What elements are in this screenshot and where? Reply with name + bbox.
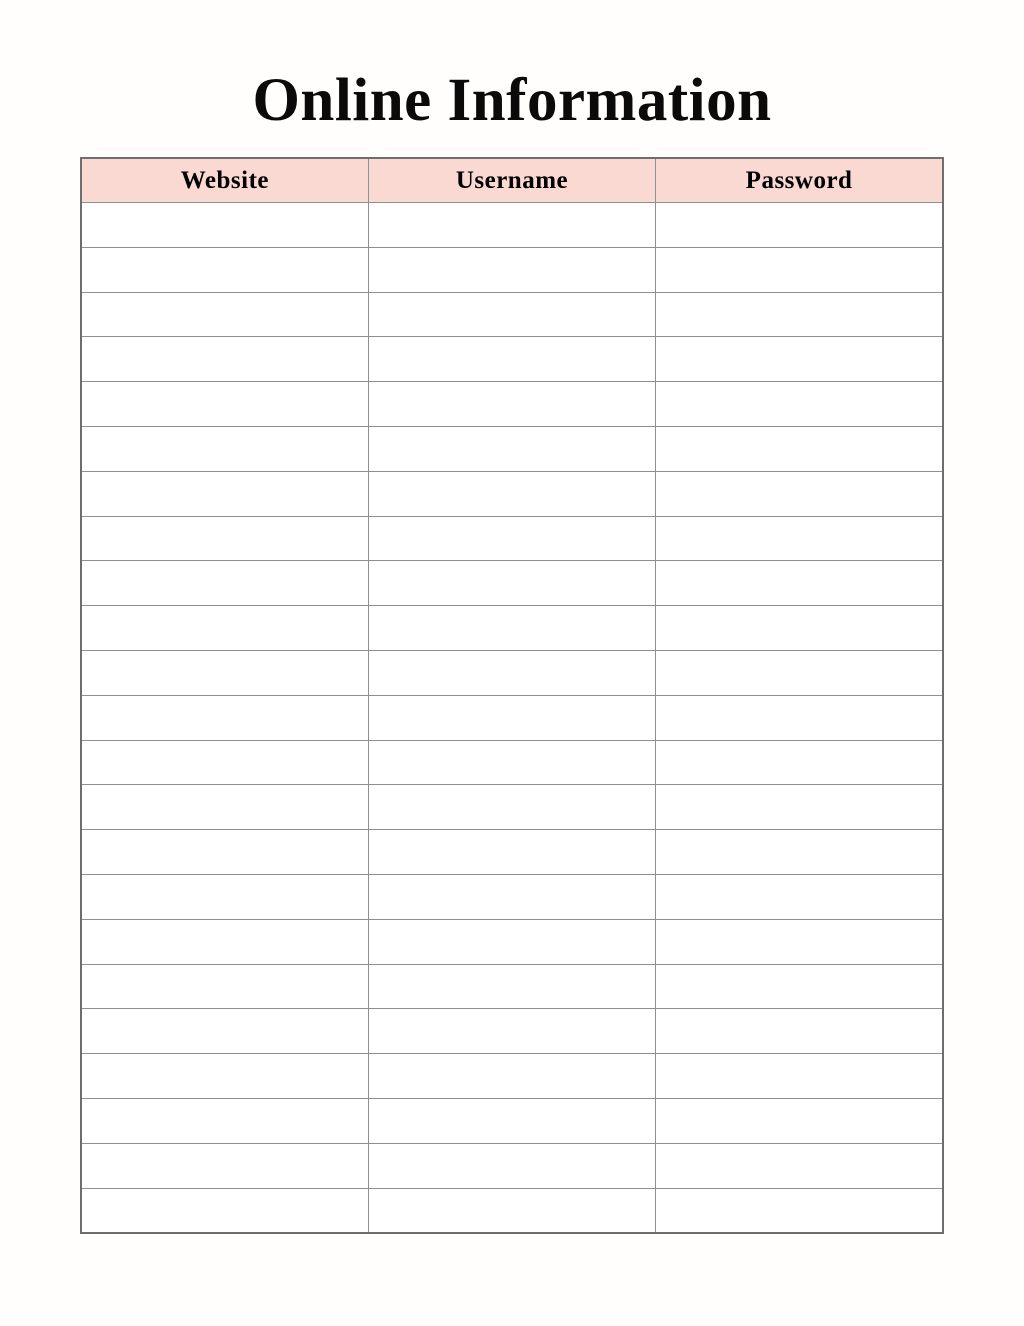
column-header-username: Username bbox=[368, 158, 655, 203]
table-cell bbox=[656, 964, 943, 1009]
table-cell bbox=[368, 426, 655, 471]
table-cell bbox=[368, 1054, 655, 1099]
table-cell bbox=[368, 292, 655, 337]
table-cell bbox=[368, 964, 655, 1009]
table-cell bbox=[81, 426, 368, 471]
table-cell bbox=[81, 964, 368, 1009]
table-cell bbox=[656, 695, 943, 740]
table-cell bbox=[81, 874, 368, 919]
table-cell bbox=[368, 695, 655, 740]
table-header-row bbox=[81, 158, 943, 203]
table-row bbox=[81, 919, 943, 964]
table-row bbox=[81, 516, 943, 561]
table-row bbox=[81, 1054, 943, 1099]
table-row bbox=[81, 1143, 943, 1188]
table-cell bbox=[368, 1143, 655, 1188]
table-cell bbox=[81, 785, 368, 830]
table-cell bbox=[656, 1188, 943, 1233]
table-cell bbox=[656, 1098, 943, 1143]
table-cell bbox=[656, 203, 943, 248]
table-row bbox=[81, 695, 943, 740]
table-cell bbox=[656, 785, 943, 830]
table-cell bbox=[656, 516, 943, 561]
table-cell bbox=[368, 606, 655, 651]
table-cell bbox=[368, 247, 655, 292]
table-cell bbox=[81, 382, 368, 427]
table-cell bbox=[656, 471, 943, 516]
table-cell bbox=[81, 606, 368, 651]
table-cell bbox=[368, 1188, 655, 1233]
table-cell bbox=[656, 1054, 943, 1099]
column-header-website: Website bbox=[81, 158, 368, 203]
table-cell bbox=[656, 292, 943, 337]
table-row bbox=[81, 247, 943, 292]
table-row bbox=[81, 785, 943, 830]
table-row bbox=[81, 606, 943, 651]
table-cell bbox=[368, 516, 655, 561]
table-cell bbox=[368, 337, 655, 382]
table-cell bbox=[81, 247, 368, 292]
table-row bbox=[81, 561, 943, 606]
table-cell bbox=[81, 1143, 368, 1188]
table-row bbox=[81, 292, 943, 337]
online-information-table bbox=[80, 157, 944, 1234]
table-cell bbox=[368, 471, 655, 516]
table-cell bbox=[656, 426, 943, 471]
table-cell bbox=[656, 1009, 943, 1054]
table-cell bbox=[656, 606, 943, 651]
table-row bbox=[81, 1188, 943, 1233]
table-cell bbox=[81, 650, 368, 695]
table-cell bbox=[656, 650, 943, 695]
table-row bbox=[81, 740, 943, 785]
table-cell bbox=[81, 516, 368, 561]
table-cell bbox=[656, 247, 943, 292]
table-row bbox=[81, 471, 943, 516]
table-cell bbox=[81, 292, 368, 337]
page-title: Online Information bbox=[252, 67, 772, 134]
table-cell bbox=[368, 650, 655, 695]
table-cell bbox=[368, 1009, 655, 1054]
table-cell bbox=[656, 382, 943, 427]
table-cell bbox=[368, 830, 655, 875]
table-row bbox=[81, 964, 943, 1009]
table-cell bbox=[368, 874, 655, 919]
table-row bbox=[81, 830, 943, 875]
table-row bbox=[81, 1098, 943, 1143]
table-row bbox=[81, 426, 943, 471]
table-cell bbox=[368, 382, 655, 427]
table-cell bbox=[656, 874, 943, 919]
table-cell bbox=[656, 740, 943, 785]
table-row bbox=[81, 382, 943, 427]
table-row bbox=[81, 1009, 943, 1054]
table-row bbox=[81, 650, 943, 695]
table-cell bbox=[81, 337, 368, 382]
table-cell bbox=[81, 1098, 368, 1143]
table-cell bbox=[368, 785, 655, 830]
table-cell bbox=[656, 561, 943, 606]
table-cell bbox=[81, 1009, 368, 1054]
table-cell bbox=[656, 337, 943, 382]
table-cell bbox=[81, 1054, 368, 1099]
table-cell bbox=[81, 1188, 368, 1233]
table-cell bbox=[656, 919, 943, 964]
table-row bbox=[81, 337, 943, 382]
table-cell bbox=[81, 695, 368, 740]
table-cell bbox=[656, 1143, 943, 1188]
table-cell bbox=[368, 203, 655, 248]
table-cell bbox=[81, 919, 368, 964]
table-cell bbox=[368, 1098, 655, 1143]
table-cell bbox=[368, 919, 655, 964]
table-cell bbox=[81, 740, 368, 785]
table-cell bbox=[368, 561, 655, 606]
table-row bbox=[81, 874, 943, 919]
table-row bbox=[81, 203, 943, 248]
table-cell bbox=[368, 740, 655, 785]
column-header-password: Password bbox=[656, 158, 943, 203]
table-cell bbox=[81, 203, 368, 248]
table-header bbox=[81, 158, 943, 203]
table-cell bbox=[81, 471, 368, 516]
table-cell bbox=[656, 830, 943, 875]
table-cell bbox=[81, 830, 368, 875]
table-body bbox=[81, 203, 943, 1233]
table-cell bbox=[81, 561, 368, 606]
